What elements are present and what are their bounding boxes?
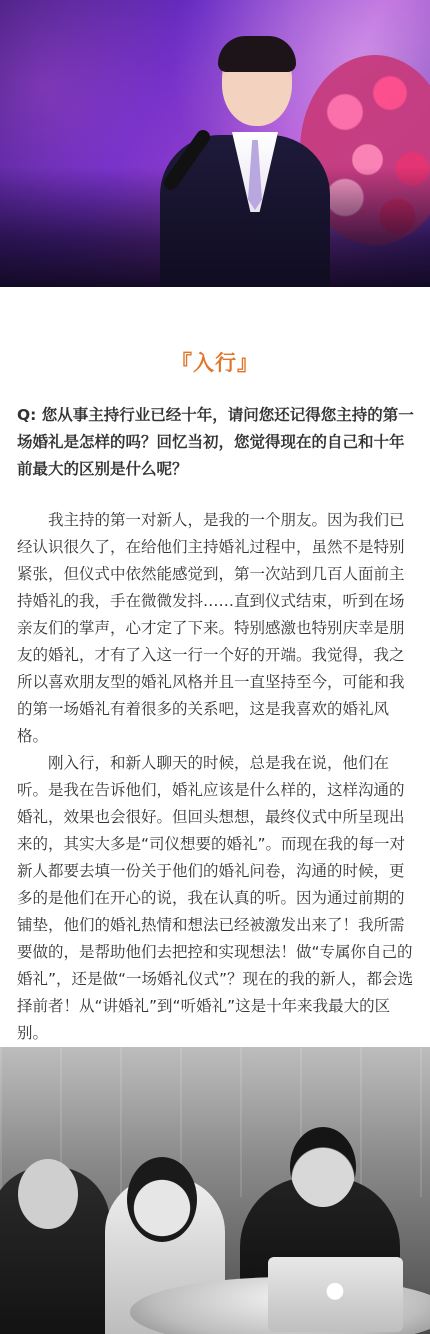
person-left-head [18,1159,78,1229]
person-right-head [290,1127,356,1207]
apple-logo-icon: ● [325,1278,345,1303]
hero-photo-host [0,0,430,287]
meeting-photo [0,1047,430,1334]
host-figure [160,40,330,287]
interview-question: Q: 您从事主持行业已经十年，请问您还记得您主持的第一场婚礼是怎样的吗？回忆当初，您觉得现在的自己和十年前最大的区别是什么呢？ [17,406,414,478]
interview-answer [17,507,419,1047]
person-middle-head [127,1157,197,1242]
laptop [268,1257,403,1332]
host-hair [218,36,296,72]
answer-paragraph: 刚入行，和新人聊天的时候，总是我在说，他们在听。是我在告诉他们，婚礼应该是什么样的，这样沟通的婚礼，效果也会很好。但回头想想，最终仪式中所呈现出来的，其实大多是“司仪想要的婚礼”。而现在我的每一对新人都要去填一份关于他们的婚礼问卷，沟通的时候，更多的是他们在开心的说，我在认真的听。因为通过前期的铺垫，他们的婚礼热情和想法已经被激发出来了！我所需要做的，是帮助他们去把控和实现想法！做“专属你自己的婚礼”，还是做“一场婚礼仪式”？现在的我的新人，都会选择前者！从“讲婚礼”到“听婚礼”这是十年来我最大的区别。 [17,754,414,1042]
person-left [0,1167,110,1334]
section-title: 『入行』 [171,351,259,375]
answer-paragraph: 我主持的第一对新人，是我的一个朋友。因为我们已经认识很久了，在给他们主持婚礼过程中，虽然不是特别紧张，但仪式中依然能感觉到，第一次站到几百人面前主持婚礼的我，手在微微发抖……直到仪式结束，听到在场亲友们的掌声，心才定了下来。特别感激也特别庆幸是朋友的婚礼，才有了入这一行一个好的开端。我觉得，我之所以喜欢朋友型的婚礼风格并且一直坚持至今，可能和我的第一场婚礼有着很多的关系吧，这是我喜欢的婚礼风格。 [17,511,405,745]
